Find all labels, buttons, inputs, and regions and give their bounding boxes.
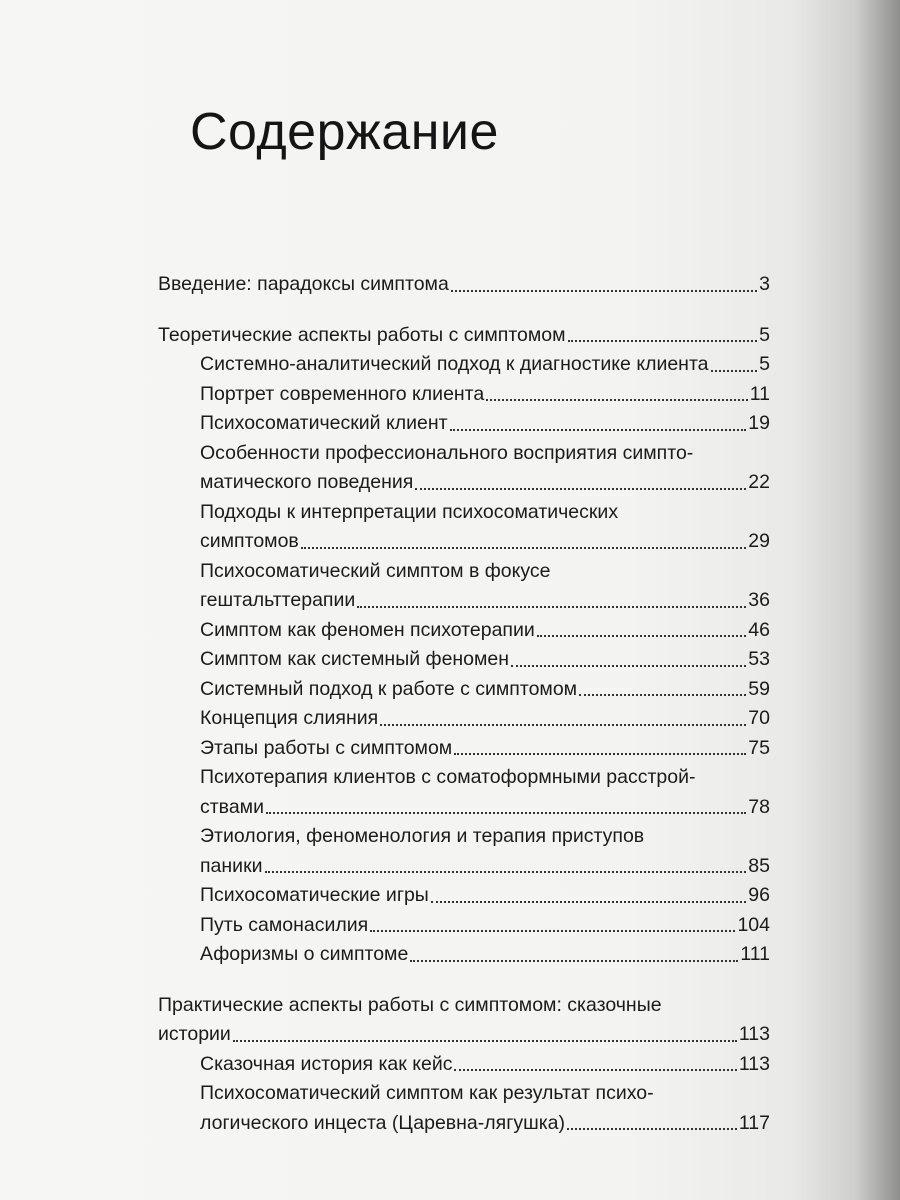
toc-entry: [158, 704, 770, 734]
toc-entry: [158, 616, 770, 646]
dot-leader: [450, 429, 747, 431]
dot-leader: [579, 694, 746, 696]
toc-entry: [158, 380, 770, 410]
dot-leader: [511, 665, 746, 667]
toc-page-number: 75: [748, 736, 770, 759]
toc-entry-text-line2: логического инцеста (Царевна-лягушка): [200, 1111, 566, 1134]
toc-entry: [158, 270, 770, 300]
toc-entry: [158, 645, 770, 675]
toc-page-number: 78: [748, 795, 770, 818]
toc-entry-text: Системный подход к работе с симптомом: [200, 677, 578, 700]
toc-entry-text: Симптом как феномен психотерапии: [200, 618, 535, 641]
toc-page-number: 19: [748, 412, 770, 434]
toc-entry: [158, 409, 770, 439]
toc-entry-text: Теоретические аспекты работы с симптомом: [158, 323, 566, 346]
toc-page-number: 5: [759, 323, 770, 346]
toc-entry: [158, 350, 770, 380]
dot-leader: [567, 1128, 737, 1130]
toc-entry-text-line1: Особенности профессионального восприятия симпто-: [200, 441, 694, 464]
toc-page-number: 5: [759, 353, 770, 375]
toc-entry: [158, 763, 770, 822]
toc-page-number: 59: [748, 677, 770, 700]
toc-entry: [158, 1050, 770, 1080]
dot-leader: [370, 930, 735, 932]
toc-entry-text: Этапы работы с симптомом: [200, 736, 453, 759]
toc-page-number: 11: [749, 382, 770, 405]
toc-page-number: 104: [737, 913, 770, 936]
toc-entry-text-line2: истории: [158, 1023, 231, 1045]
toc-entry-text: Введение: парадоксы симптома: [158, 273, 449, 295]
toc-entry: [158, 911, 770, 941]
toc-page-number: 36: [748, 589, 770, 611]
toc-entry-text: Сказочная история как кейс: [200, 1052, 453, 1075]
toc-entry-text: Путь самонасилия: [200, 913, 369, 936]
toc-entry: [158, 439, 770, 498]
toc-entry-text-line1: Психотерапия клиентов с соматоформными расстрой-: [200, 766, 696, 788]
toc-entry-text-line2: матического поведения: [200, 471, 414, 493]
toc-entry: [158, 822, 770, 881]
dot-leader: [486, 399, 748, 401]
toc-entry: [158, 498, 770, 557]
dot-leader: [431, 901, 746, 903]
dot-leader: [410, 960, 738, 962]
toc-entry-text: Концепция слияния: [200, 707, 379, 729]
toc-entry-text-line2: паники: [200, 854, 263, 877]
dot-leader: [265, 871, 747, 873]
toc-entry: [158, 940, 770, 970]
toc-page-number: 22: [748, 471, 770, 493]
dot-leader: [357, 606, 746, 608]
dot-leader: [451, 290, 757, 292]
dot-leader: [380, 724, 746, 726]
toc-entry-text-line2: ствами: [200, 795, 264, 818]
toc-page-number: 117: [738, 1111, 770, 1134]
toc-page-number: 85: [748, 854, 770, 877]
toc-entry-text-line1: Психосоматический симптом как результат психо-: [200, 1082, 654, 1104]
toc-page-number: 53: [748, 648, 770, 670]
toc-entry: [158, 321, 770, 351]
table-of-contents: [158, 270, 770, 1138]
toc-entry: [158, 675, 770, 705]
toc-entry: [158, 991, 770, 1050]
toc-entry-text-line2: гештальттерапии: [200, 589, 356, 611]
toc-entry-text: Системно-аналитический подход к диагностике клиента: [200, 353, 709, 375]
spacer: [158, 300, 770, 321]
toc-page-number: 111: [740, 943, 770, 965]
toc-page-number: 113: [738, 1023, 770, 1045]
toc-entry-text: Симптом как системный феномен: [200, 648, 510, 670]
toc-page-number: 46: [748, 618, 770, 641]
toc-entry: [158, 881, 770, 911]
toc-entry-text: Психосоматические игры: [200, 884, 429, 906]
spacer: [158, 970, 770, 991]
dot-leader: [454, 753, 746, 755]
toc-page-number: 96: [748, 884, 770, 906]
dot-leader: [233, 1040, 737, 1042]
toc-entry-text: Афоризмы о симптоме: [200, 943, 409, 965]
dot-leader: [301, 547, 747, 549]
toc-entry-text-line1: Практические аспекты работы с симптомом: сказочные: [158, 993, 662, 1016]
toc-entry-text-line1: Подходы к интерпретации психосоматических: [200, 500, 619, 523]
toc-page-number: 3: [759, 273, 770, 295]
dot-leader: [454, 1069, 736, 1071]
toc-entry-text: Портрет современного клиента: [200, 382, 485, 405]
toc-page-number: 113: [738, 1052, 770, 1075]
toc-entry-text: Психосоматический клиент: [200, 412, 448, 434]
toc-entry-text-line1: Этиология, феноменология и терапия приступов: [200, 825, 645, 847]
toc-entry-text-line1: Психосоматический симптом в фокусе: [200, 559, 551, 582]
toc-entry: [158, 557, 770, 616]
dot-leader: [415, 488, 746, 490]
dot-leader: [537, 635, 747, 637]
toc-entry-text-line2: симптомов: [200, 530, 299, 552]
toc-page-number: 29: [748, 530, 770, 552]
toc-entry: [158, 1079, 770, 1138]
dot-leader: [711, 370, 758, 372]
page-title: Содержание: [190, 103, 499, 161]
dot-leader: [266, 812, 746, 814]
dot-leader: [568, 340, 758, 342]
toc-entry: [158, 734, 770, 764]
toc-page-number: 70: [748, 707, 770, 729]
